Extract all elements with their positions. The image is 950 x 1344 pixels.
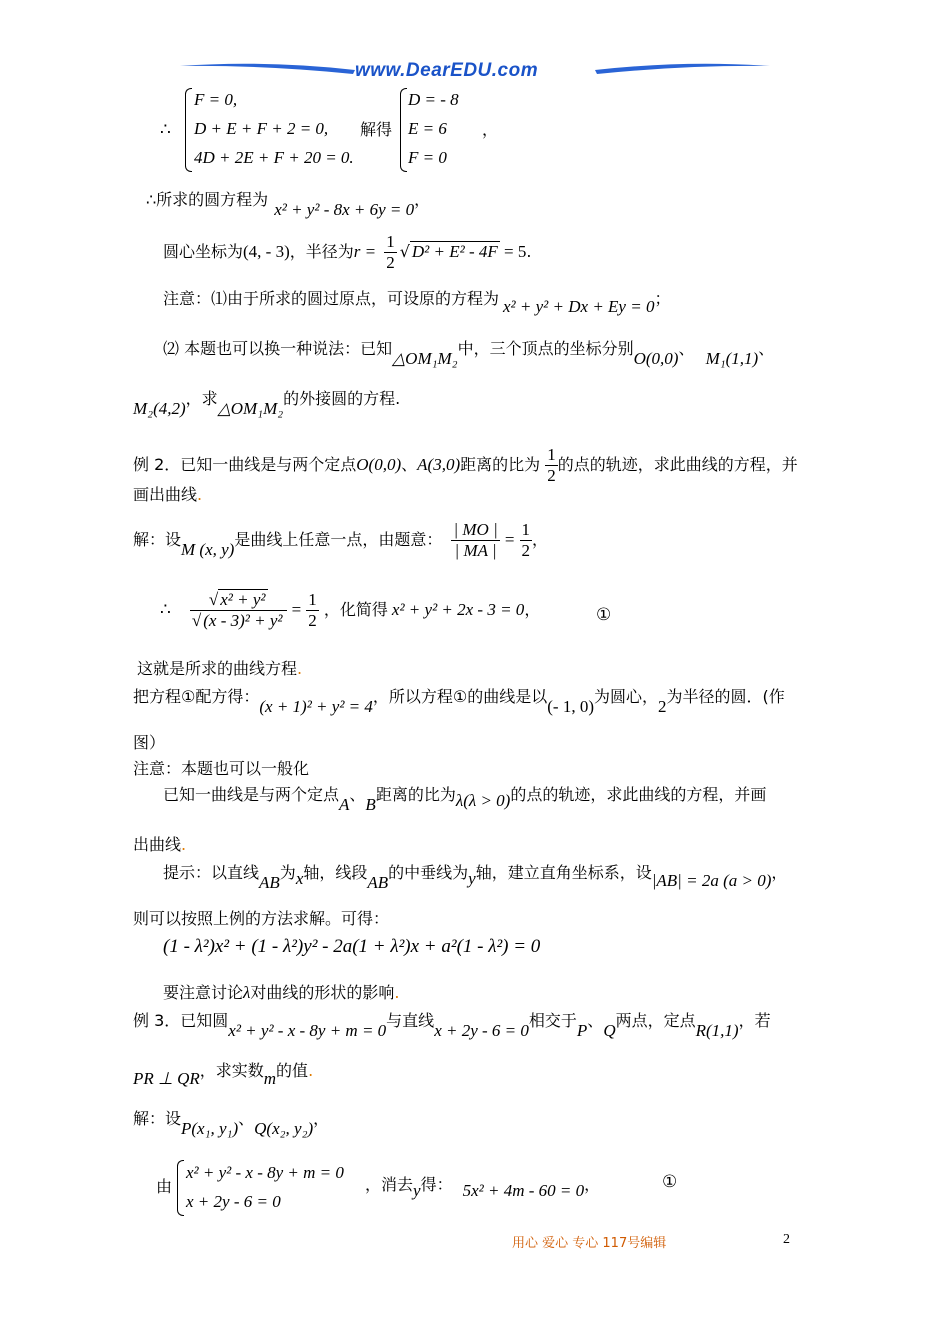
complete-square-line: 把方程①配方得：(x + 1)² + y² = 4，所以方程①的曲线是以(- 1, 0)为圆心，2为半径的圆．(作: [133, 687, 785, 716]
footer-text: 用心 爱心 专心 117号编辑: [512, 1236, 667, 1251]
center-radius-line: 圆心坐标为(4, - 3)，半径为r = $\frac{1}{2}$ √ D² + E² - 4F = 5.: [163, 232, 532, 272]
hint-line2: 则可以按照上例的方法求解。可得：: [133, 909, 390, 928]
example-3-line2: PR ⊥ QR，求实数m的值.: [133, 1061, 314, 1088]
note-1: 注意：⑴由于所求的圆过原点，可设原的方程为 x² + y² + Dx + Ey = 0；: [163, 289, 671, 316]
header-logo[interactable]: www.DearEDU.com: [355, 60, 539, 81]
note-2-cont: M₂(4,2)，求△OM₁M₂的外接圆的方程.: [133, 389, 401, 418]
discuss-line: 要注意讨论λ对曲线的形状的影响.: [163, 983, 400, 1002]
left-brace: [400, 88, 407, 172]
circle-equation-line: ∴所求的圆方程为x² + y² - 8x + 6y = 0，: [146, 190, 431, 219]
simplify-line: ∴ $\frac{\text{√ x² + y²}}{\text{√ (x - 3)² + y²}}$ = $\frac{1}{2}$ ，化简得 x² + y² + 2x - 3 = 0，: [160, 590, 541, 630]
solve-label: 解得: [360, 120, 393, 139]
comma: ，: [482, 120, 499, 139]
note-2: ⑵ 本题也可以换一种说法：已知△OM₁M₂中，三个顶点的坐标分别O(0,0)、 M₁(1,1)、: [163, 339, 775, 368]
equation-marker-2: ①: [662, 1172, 678, 1191]
left-brace: [185, 88, 192, 172]
solution-2-setup: 解：设M (x, y)是曲线上任意一点，由题意： $\frac{| MO |}{| MA |}$ = $\frac{1}{2}$ ，: [133, 520, 549, 560]
solution-row-2: E = 6: [408, 119, 447, 138]
general-equation: (1 - λ²)x² + (1 - λ²)y² - 2a(1 + λ²)x + a²(1 - λ²) = 0: [163, 936, 541, 957]
therefore-symbol: ∴: [160, 120, 171, 139]
example-2-statement: 例 2．已知一曲线是与两个定点O(0,0)、A(3,0)距离的比为 $\frac{1}{2}$ 的点的轨迹，求此曲线的方程，并: [133, 445, 798, 485]
system-row-2: D + E + F + 2 = 0,: [194, 119, 329, 138]
note-3: 注意：本题也可以一般化: [133, 759, 310, 778]
curve-equation-text: 这就是所求的曲线方程.: [137, 659, 303, 678]
system-3-row-1: x² + y² - x - 8y + m = 0: [186, 1163, 344, 1182]
solution-row-3: F = 0: [408, 148, 447, 167]
example-2-line2: 画出曲线.: [133, 485, 203, 504]
solution-3-setup: 解：设P(x₁, y₁)、Q(x₂, y₂)，: [133, 1109, 330, 1138]
system-row-1: F = 0,: [194, 90, 238, 109]
equation-marker-1: ①: [596, 605, 612, 624]
system-3-row-2: x + 2y - 6 = 0: [186, 1192, 281, 1211]
eliminate-text: ，消去y得： 5x² + 4m - 60 = 0，: [365, 1175, 601, 1200]
example-3-statement: 例 3．已知圆x² + y² - x - 8y + m = 0与直线x + 2y - 6 = 0相交于P、Q两点，定点R(1,1)，若: [133, 1011, 771, 1040]
solution-row-1: D = - 8: [408, 90, 459, 109]
figure-note: 图）: [133, 733, 166, 752]
left-brace: [177, 1160, 184, 1216]
page-number: 2: [783, 1232, 790, 1247]
system-row-3: 4D + 2E + F + 20 = 0.: [194, 148, 354, 167]
hint: 提示：以直线AB为x轴，线段AB的中垂线为y轴，建立直角坐标系，设|AB| = 2a (a > 0)，: [163, 863, 788, 892]
generalization: 已知一曲线是与两个定点A、B距离的比为λ(λ > 0)的点的轨迹，求此曲线的方程，并画: [163, 785, 767, 814]
system-3-by: 由: [156, 1177, 173, 1196]
generalization-line2: 出曲线.: [133, 835, 187, 854]
